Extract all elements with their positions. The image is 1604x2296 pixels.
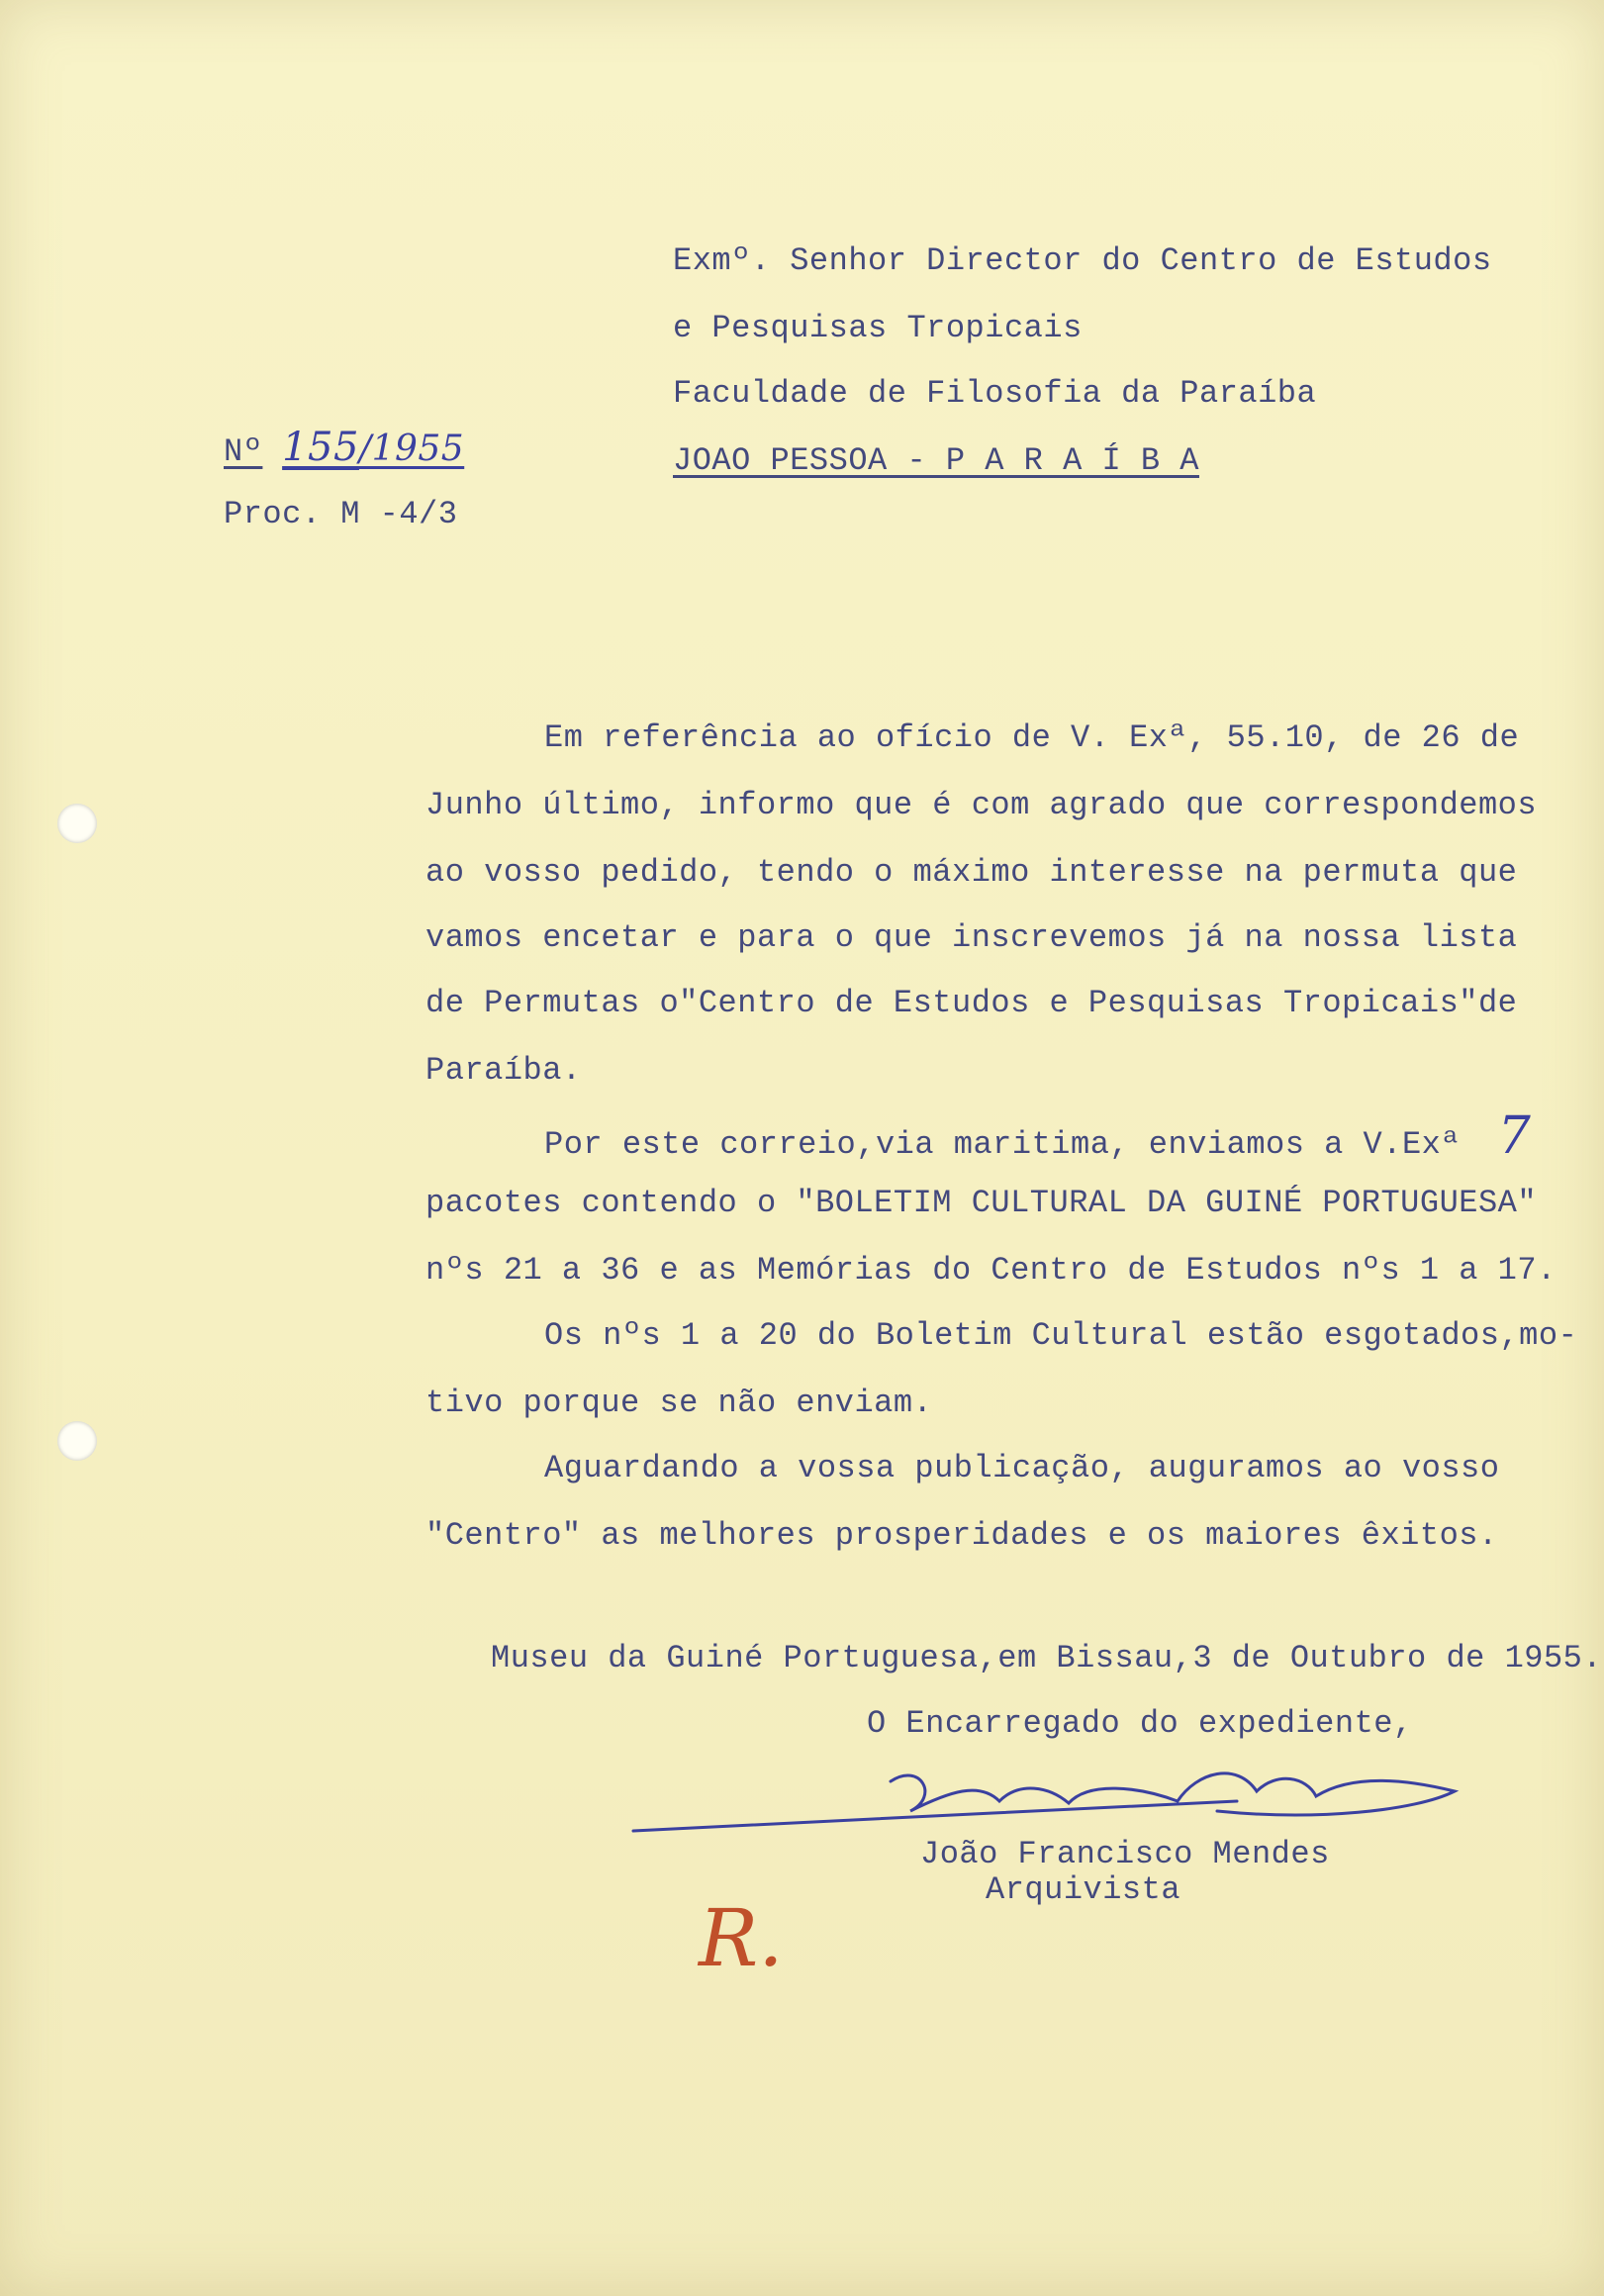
number-handwritten: 155 xyxy=(282,425,359,470)
body-p2-l1 xyxy=(544,1106,1532,1166)
body-p1-l6: Paraíba. xyxy=(425,1052,582,1089)
red-pencil-mark: R. xyxy=(699,1892,784,1984)
body-p1-l5: de Permutas o"Centro de Estudos e Pesquisas Tropicais"de xyxy=(425,985,1518,1021)
number-prefix: Nº xyxy=(224,433,263,470)
package-count: 7 xyxy=(1497,1106,1532,1166)
body-p1-l2: Junho último, informo que é com agrado que correspondemos xyxy=(425,787,1538,823)
body-p1-l1: Em referência ao ofício de V. Exª, 55.10, de 26 de xyxy=(544,719,1520,756)
body-p3-l2: tivo porque se não enviam. xyxy=(425,1385,933,1421)
signatory-name: João Francisco Mendes xyxy=(920,1836,1330,1872)
body-p4-l2: "Centro" as melhores prosperidades e os maiores êxitos. xyxy=(425,1517,1498,1554)
body-p2-text: Por este correio,via maritima, enviamos a V.Exª xyxy=(544,1126,1462,1163)
body-p4-l1: Aguardando a vossa publicação, auguramos ao vosso xyxy=(544,1450,1500,1486)
proc-reference: Proc. M -4/3 xyxy=(224,496,458,532)
signatory-title: Arquivista xyxy=(986,1871,1181,1908)
reference-number xyxy=(224,425,465,472)
body-p1-l3: ao vosso pedido, tendo o máximo interesse na permuta que xyxy=(425,854,1518,891)
address-line-4: JOAO PESSOA - P A R A Í B A xyxy=(673,442,1199,479)
punch-hole-bottom xyxy=(57,1421,97,1461)
address-line-3: Faculdade de Filosofia da Paraíba xyxy=(673,375,1317,412)
body-p2-l2: pacotes contendo o "BOLETIM CULTURAL DA GUINÉ PORTUGUESA" xyxy=(425,1185,1538,1221)
address-line-1: Exmº. Senhor Director do Centro de Estudos xyxy=(673,242,1492,279)
punch-hole-top xyxy=(57,804,97,843)
number-year: /1955 xyxy=(358,429,465,469)
body-p1-l4: vamos encetar e para o que inscrevemos já na nossa lista xyxy=(425,919,1518,956)
address-line-2: e Pesquisas Tropicais xyxy=(673,310,1083,346)
place-date: Museu da Guiné Portuguesa,em Bissau,3 de Outubro de 1955. xyxy=(491,1640,1603,1676)
body-p3-l1: Os nºs 1 a 20 do Boletim Cultural estão esgotados,mo- xyxy=(544,1317,1578,1354)
body-p2-l3: nºs 21 a 36 e as Memórias do Centro de Estudos nºs 1 a 17. xyxy=(425,1252,1557,1289)
closing-role: O Encarregado do expediente, xyxy=(867,1705,1413,1742)
